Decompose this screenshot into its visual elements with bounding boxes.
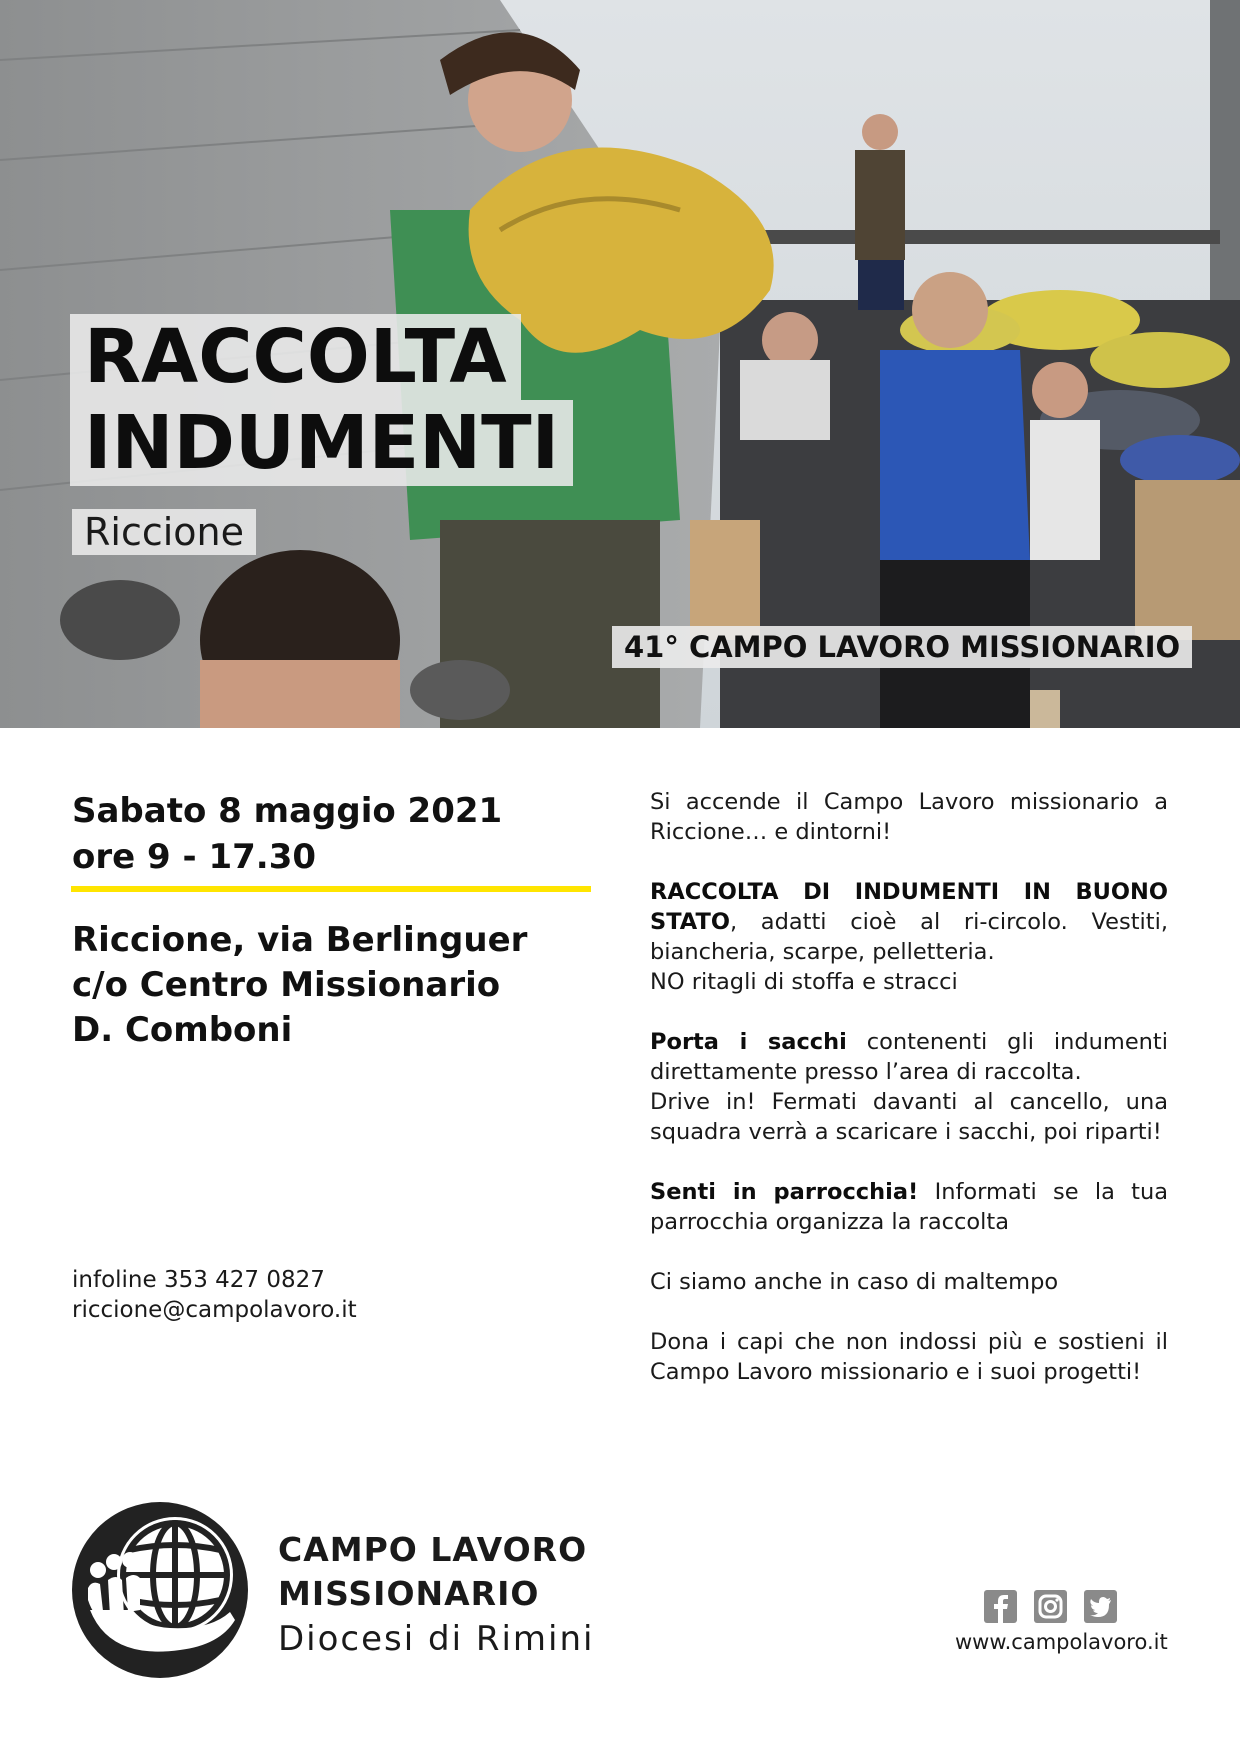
place-line-3: D. Comboni (72, 1010, 293, 1050)
bring-bags-heading: Porta i sacchi (650, 1029, 847, 1055)
collection-text: , adatti cioè al ri-circolo. Vestiti, biancheria, scarpe, pelletteria. (650, 909, 1168, 965)
event-place (72, 918, 592, 1053)
parish-text: Informati se la tua parrocchia organizza la raccolta (650, 1179, 1168, 1235)
contact-email[interactable]: riccione@campolavoro.it (72, 1297, 357, 1323)
drive-in-text: Drive in! Fermati davanti al cancello, una squadra verrà a scaricare i sacchi, poi riparti! (650, 1089, 1168, 1145)
collection-heading: RACCOLTA DI INDUMENTI IN BUONO STATO (650, 879, 1168, 935)
collection-exclusions: NO ritagli di stoffa e stracci (650, 969, 958, 995)
organization-name (278, 1528, 594, 1662)
location-subtitle: Riccione (72, 509, 256, 555)
paragraph-bring-bags (650, 1027, 1168, 1147)
bring-bags-text: contenenti gli indumenti direttamente presso l’area di raccolta. (650, 1029, 1169, 1085)
description-text (650, 787, 1168, 1417)
parish-heading: Senti in parrocchia! (650, 1179, 919, 1205)
social-icons (984, 1590, 1117, 1623)
paragraph-weather (650, 1267, 1168, 1297)
hero-photo (0, 0, 1240, 728)
place-line-2: c/o Centro Missionario (72, 965, 501, 1005)
contact-info (72, 1265, 592, 1325)
globe-hands-logo-icon (70, 1500, 250, 1680)
campo-edition-label: 41° CAMPO LAVORO MISSIONARIO (612, 626, 1192, 668)
intro-text: Si accende il Campo Lavoro missionario a Riccione… e dintorni! (650, 789, 1168, 845)
event-datetime (72, 788, 592, 880)
paragraph-intro (650, 787, 1168, 847)
event-date: Sabato 8 maggio 2021 (72, 791, 503, 831)
event-hours: ore 9 - 17.30 (72, 837, 317, 877)
yellow-divider (71, 886, 591, 892)
donate-text: Dona i capi che non indossi più e sostieni il Campo Lavoro missionario e i suoi progetti! (650, 1329, 1168, 1385)
paragraph-donate (650, 1327, 1168, 1387)
title-line-1: RACCOLTA (70, 314, 521, 400)
facebook-icon[interactable] (984, 1590, 1017, 1623)
website-link[interactable]: www.campolavoro.it (955, 1630, 1168, 1654)
twitter-icon[interactable] (1084, 1590, 1117, 1623)
logo-line-3: Diocesi di Rimini (278, 1619, 595, 1659)
title-line-2: INDUMENTI (70, 400, 573, 486)
place-line-1: Riccione, via Berlinguer (72, 920, 528, 960)
paragraph-collection (650, 877, 1168, 997)
weather-text: Ci siamo anche in caso di maltempo (650, 1269, 1059, 1295)
paragraph-parish (650, 1177, 1168, 1237)
logo-line-2: MISSIONARIO (278, 1574, 540, 1613)
infoline-phone: infoline 353 427 0827 (72, 1267, 325, 1293)
logo-line-1: CAMPO LAVORO (278, 1530, 588, 1569)
instagram-icon[interactable] (1034, 1590, 1067, 1623)
